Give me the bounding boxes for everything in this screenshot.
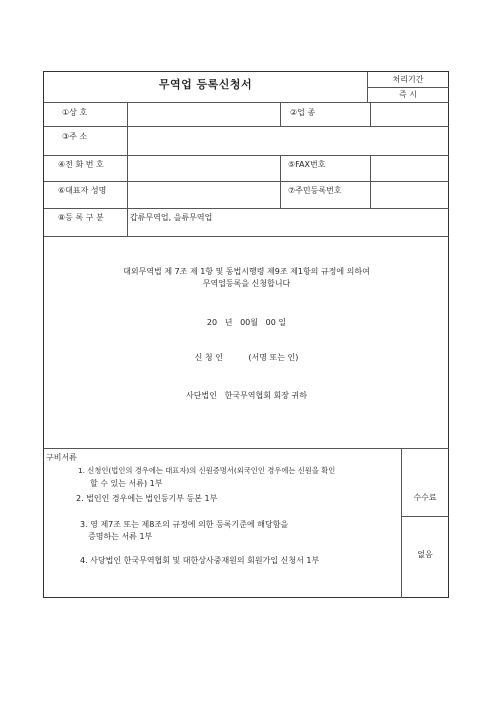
registration-type-label: ⑧등 록 구 분 bbox=[58, 213, 104, 222]
document-item-4: 4. 사당법인 한국무역협회 및 대한상사중재원의 회원가입 신청서 1부 bbox=[80, 556, 320, 565]
document-item-3-line-1: 3. 영 제7조 또는 제8조의 규정에 의한 등록기준에 해당함을 bbox=[80, 520, 289, 529]
documents-heading: 구비서류 bbox=[46, 453, 77, 462]
application-date: 20 년 00월 00 일 bbox=[206, 318, 287, 327]
document-item-2: 2. 법인인 경우에는 법인등기부 등본 1부 bbox=[76, 494, 218, 503]
fax-field[interactable] bbox=[371, 156, 449, 180]
phone-field[interactable] bbox=[128, 156, 279, 180]
industry-label: ②업 종 bbox=[290, 108, 316, 117]
address-label: ③주 소 bbox=[62, 132, 88, 141]
company-name-field[interactable] bbox=[128, 103, 279, 125]
company-name-label: ①상 호 bbox=[62, 108, 88, 117]
resident-number-label: ⑦주민등록번호 bbox=[288, 186, 342, 195]
fee-label: 수수료 bbox=[413, 493, 437, 502]
fax-label: ⑤FAX번호 bbox=[288, 160, 326, 169]
document-item-1-line-1: 1. 신청인(법인의 경우에는 대표자)의 신원증명서(외국인인 경우에는 신원을 확인 bbox=[78, 466, 336, 475]
registration-type-value: 갑류무역업, 을류무역업 bbox=[130, 213, 213, 222]
phone-label: ④전 화 번 호 bbox=[58, 160, 104, 169]
registration-form bbox=[43, 71, 449, 598]
declaration-line-1: 대외무역법 제 7조 제 1항 및 동법시행령 제9조 제1항의 규정에 의하여 bbox=[123, 267, 370, 276]
processing-period-value: 즉 시 bbox=[399, 90, 417, 99]
applicant-signature-line: 신 청 인 (서명 또는 인) bbox=[194, 353, 299, 362]
declaration-line-2: 무역업등록을 신청합니다 bbox=[202, 279, 291, 288]
document-item-3-line-2: 증명하는 서류 1부 bbox=[88, 532, 153, 541]
representative-label: ⑥대표자 성명 bbox=[58, 186, 107, 195]
processing-period-label: 처리기간 bbox=[392, 75, 424, 84]
resident-number-field[interactable] bbox=[371, 182, 449, 207]
industry-field[interactable] bbox=[371, 103, 449, 125]
representative-field[interactable] bbox=[128, 182, 279, 207]
document-item-1-line-2: 할 수 있는 서류) 1부 bbox=[90, 479, 163, 488]
addressee: 사단법인 한국무역협회 회장 귀하 bbox=[186, 391, 307, 400]
fee-value: 없음 bbox=[417, 550, 433, 559]
form-title: 무역업 등록신청서 bbox=[158, 78, 253, 91]
address-field[interactable] bbox=[128, 127, 449, 154]
